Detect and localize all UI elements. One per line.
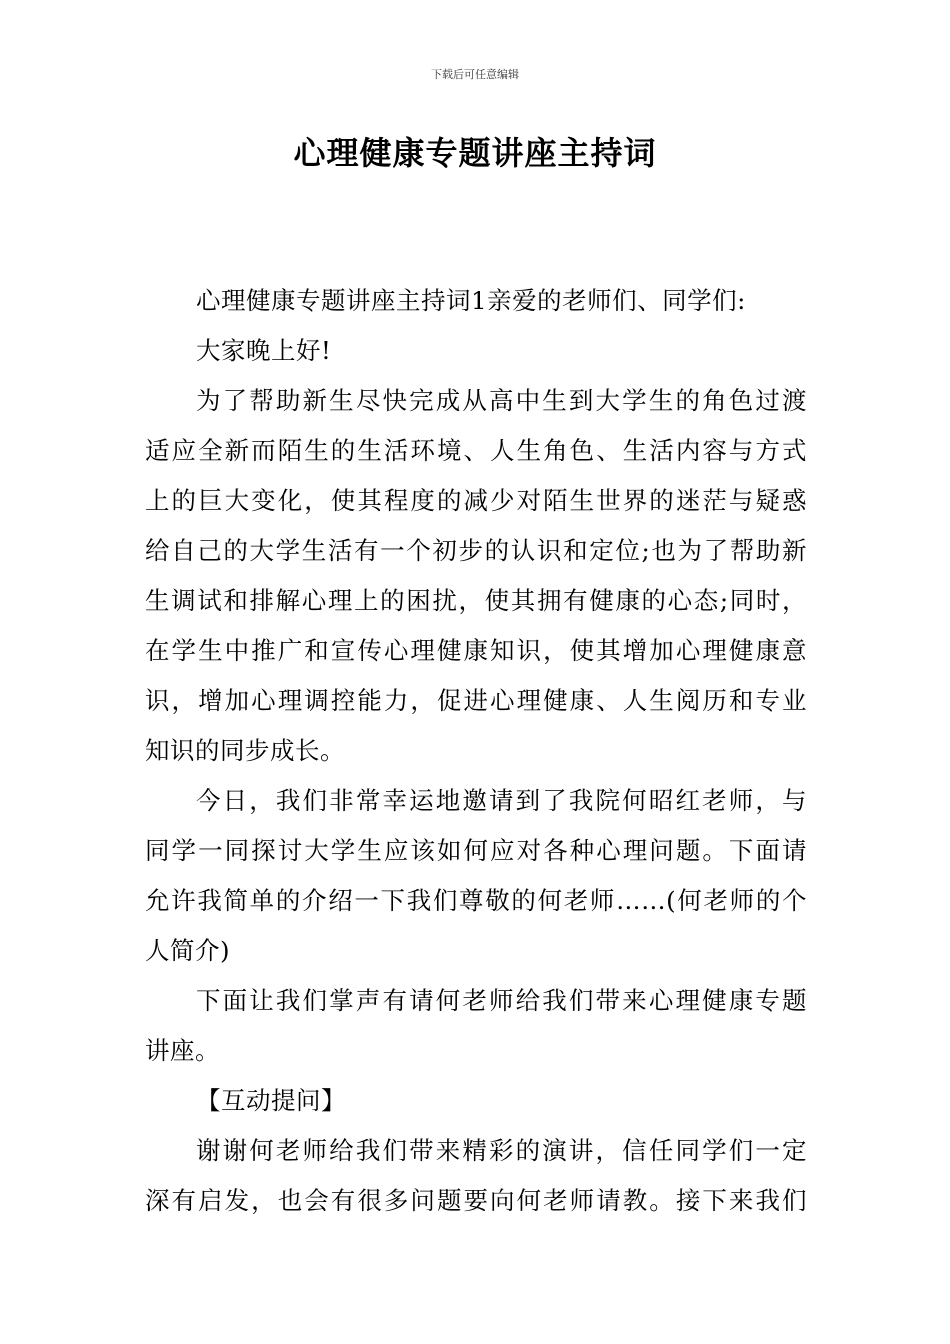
paragraph-line: 给自己的大学生活有一个初步的认识和定位;也为了帮助新 [145, 536, 807, 565]
paragraph-line: 识，增加心理调控能力，促进心理健康、人生阅历和专业 [145, 686, 807, 715]
paragraph-line: 谢谢何老师给我们带来精彩的演讲，信任同学们一定 [196, 1136, 807, 1165]
paragraph-line: 适应全新而陌生的生活环境、人生角色、生活内容与方式 [145, 436, 807, 465]
paragraph-line: 下面让我们掌声有请何老师给我们带来心理健康专题 [196, 986, 807, 1015]
paragraph-line: 知识的同步成长。 [145, 736, 345, 765]
paragraph-line: 上的巨大变化，使其程度的减少对陌生世界的迷茫与疑惑 [145, 486, 807, 515]
paragraph-line: 深有启发，也会有很多问题要向何老师请教。接下来我们 [145, 1186, 807, 1215]
page-header-note: 下载后可任意编辑 [431, 68, 519, 81]
paragraph-line: 讲座。 [145, 1036, 220, 1065]
paragraph-line: 为了帮助新生尽快完成从高中生到大学生的角色过渡 [196, 386, 807, 415]
paragraph-line: 在学生中推广和宣传心理健康知识，使其增加心理健康意 [145, 636, 807, 665]
paragraph-line: 今日，我们非常幸运地邀请到了我院何昭红老师，与 [196, 786, 807, 815]
paragraph-line: 人简介) [145, 936, 231, 965]
page-title: 心理健康专题讲座主持词 [293, 134, 657, 172]
opening-line: 大家晚上好! [196, 336, 332, 365]
paragraph-line: 允许我简单的介绍一下我们尊敬的何老师……(何老师的个 [145, 886, 807, 915]
paragraph-line: 生调试和排解心理上的困扰，使其拥有健康的心态;同时， [145, 586, 807, 615]
section-heading: 【互动提问】 [196, 1086, 346, 1115]
paragraph-line: 同学一同探讨大学生应该如何应对各种心理问题。下面请 [145, 836, 807, 865]
greeting-line: 心理健康专题讲座主持词1亲爱的老师们、同学们: [196, 286, 746, 315]
document-body [145, 276, 807, 1226]
